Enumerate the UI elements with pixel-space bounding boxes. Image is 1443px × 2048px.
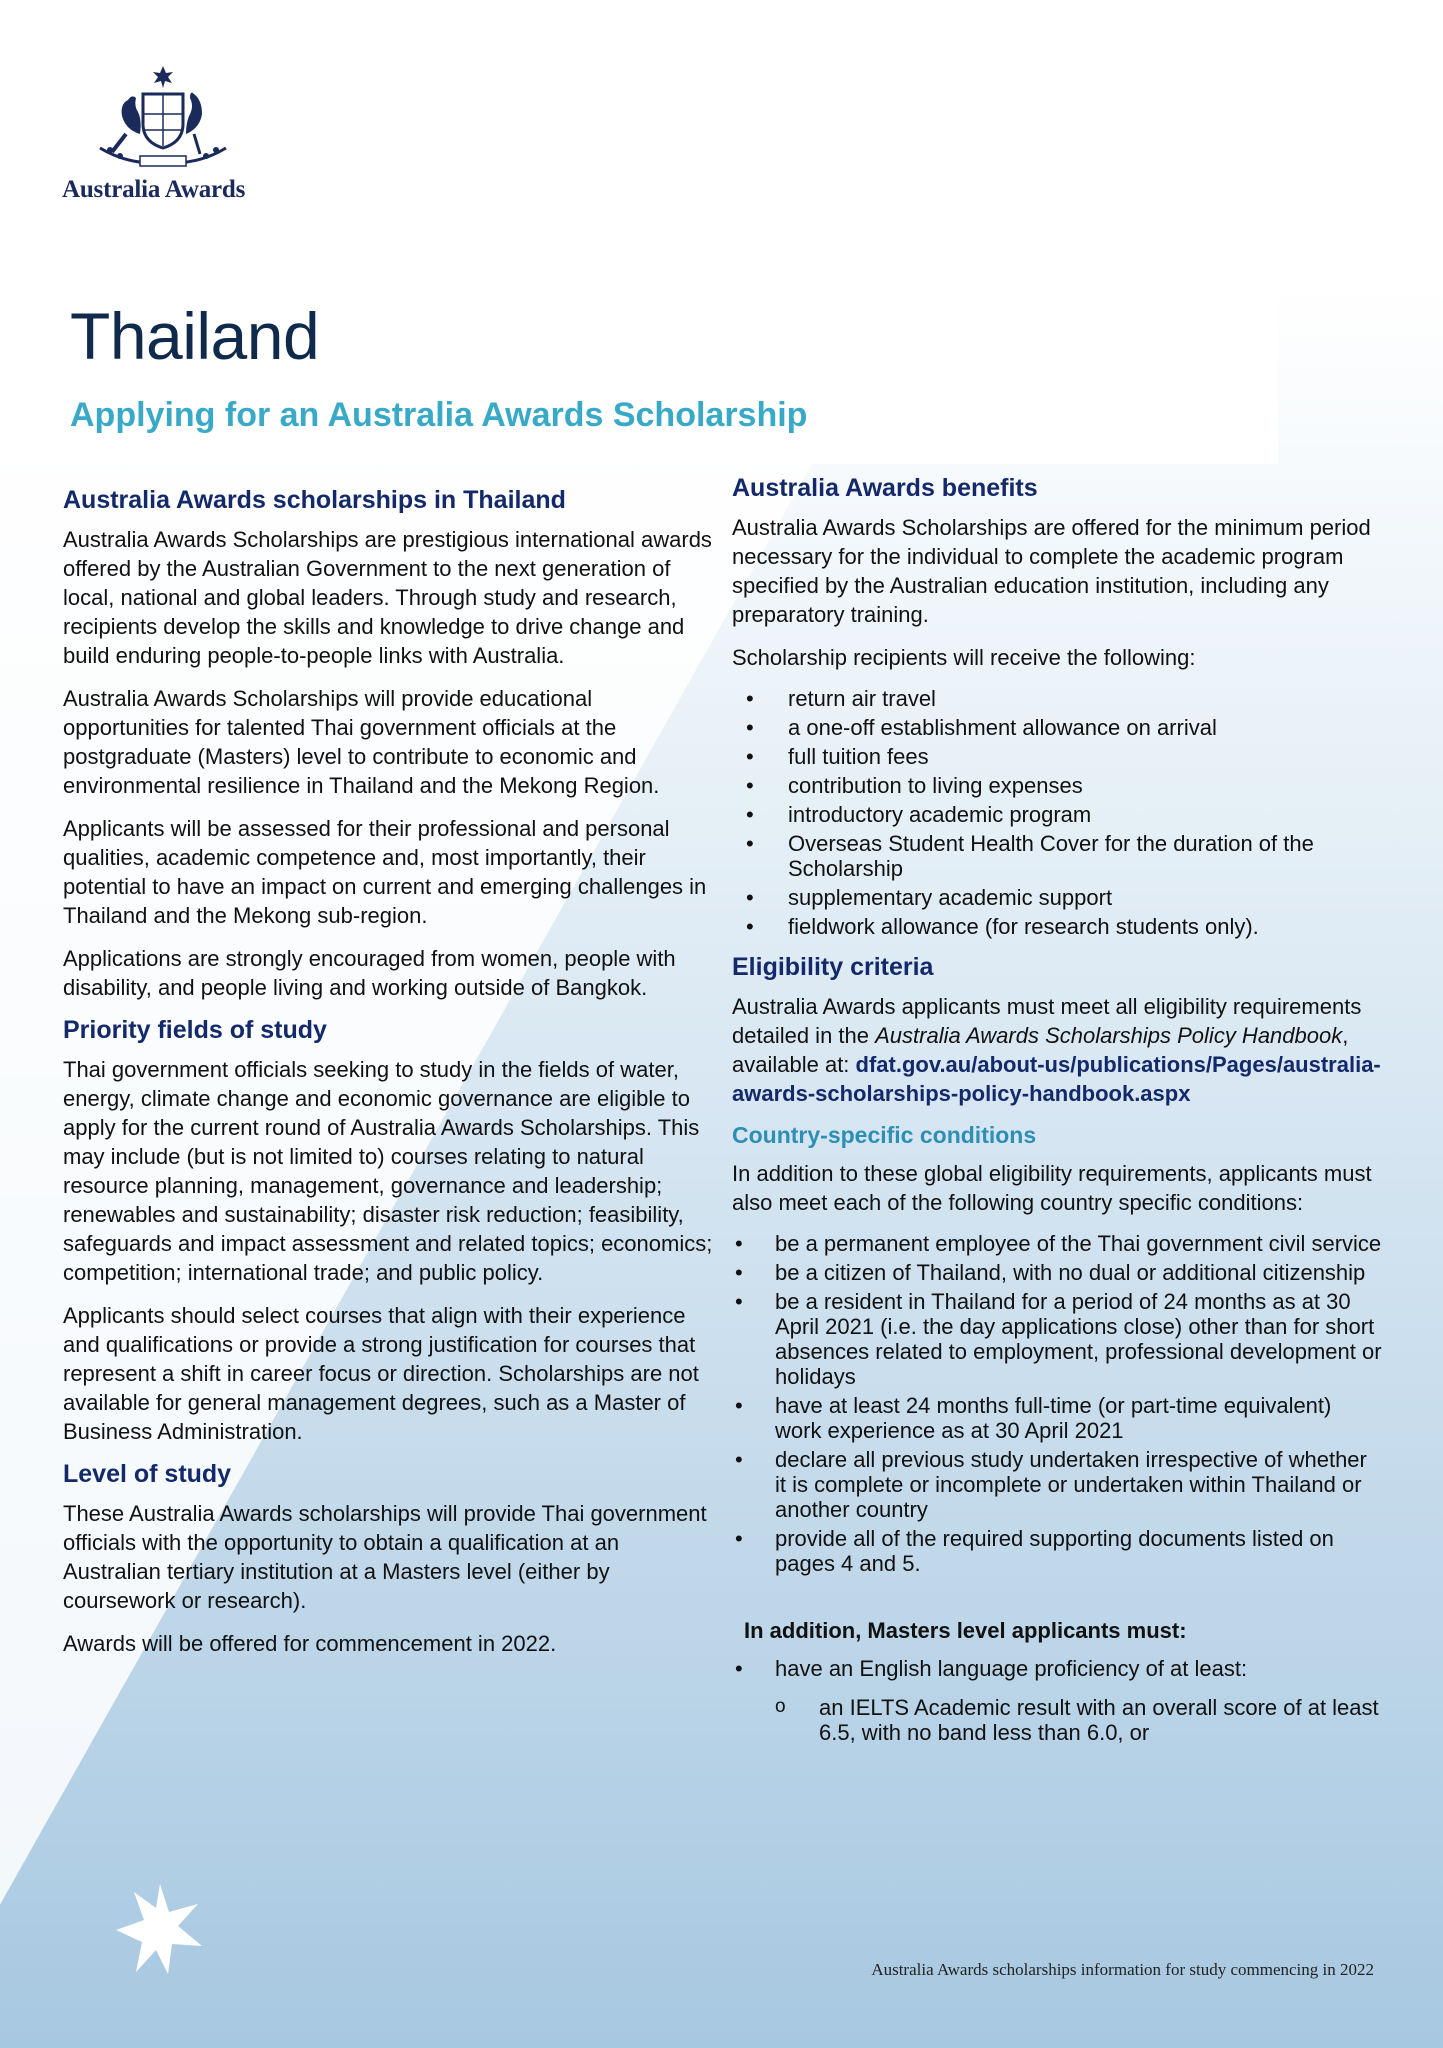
footer-text: Australia Awards scholarships information for study commencing in 2022 [871, 1960, 1374, 1979]
list-item: • have at least 24 months full-time (or part-time equivalent) work experience as at 30 April 2021 [732, 1393, 1382, 1443]
paragraph: Scholarship recipients will receive the following: [732, 645, 1196, 670]
handbook-link[interactable]: dfat.gov.au/about-us/publications/Pages/australia-awards-scholarships-policy-handbook.aspx [732, 1052, 1381, 1106]
conditions-list [732, 1231, 1382, 1576]
logo [62, 64, 262, 204]
handbook-title: Australia Awards Scholarships Policy Handbook [875, 1023, 1343, 1048]
left-column [63, 486, 713, 1672]
list-item [732, 1656, 1382, 1745]
paragraph: Australia Awards Scholarships are offered for the minimum period necessary for the individual to complete the academic program specified by the Australian education institution, including any preparatory training. [732, 515, 1371, 627]
list-item: • fieldwork allowance (for research students only). [732, 914, 1382, 939]
list-item: • provide all of the required supporting documents listed on pages 4 and 5. [732, 1526, 1382, 1576]
list-item: • Overseas Student Health Cover for the duration of the Scholarship [732, 831, 1382, 881]
sub-list-item: o an IELTS Academic result with an overall score of at least 6.5, with no band less than 6.0, or [775, 1695, 1382, 1745]
list-item-text: have an English language proficiency of at least: [775, 1656, 1248, 1681]
list-item: • be a resident in Thailand for a period of 24 months as at 30 April 2021 (i.e. the day applications close) other than for short absences related to employment, professional development or holidays [732, 1289, 1382, 1389]
section-heading-scholarships: Australia Awards scholarships in Thailand [63, 486, 566, 514]
text-run: Australia Awards applicants must meet all eligibility requirements detailed in the [732, 994, 1362, 1048]
section-heading-benefits: Australia Awards benefits [732, 474, 1038, 502]
paragraph: Awards will be offered for commencement in 2022. [63, 1631, 557, 1656]
list-item: • supplementary academic support [732, 885, 1382, 910]
paragraph: Applications are strongly encouraged from women, people with disability, and people living and working outside of Bangkok. [63, 946, 676, 1000]
white-star-icon [112, 1882, 208, 1978]
masters-heading: In addition, Masters level applicants must: [744, 1618, 1187, 1643]
list-item: • introductory academic program [732, 802, 1382, 827]
logo-text: Australia Awards [62, 176, 246, 203]
section-heading-eligibility: Eligibility criteria [732, 953, 934, 981]
subheading-country-conditions: Country-specific conditions [732, 1122, 1037, 1148]
page-subtitle: Applying for an Australia Awards Scholarship [70, 396, 808, 434]
list-item: • be a citizen of Thailand, with no dual or additional citizenship [732, 1260, 1382, 1285]
paragraph: Australia Awards Scholarships will provide educational opportunities for talented Thai government officials at the postgraduate (Masters) level to contribute to economic and environmental resilience in Thailand and the Mekong Region. [63, 686, 660, 798]
section-heading-priority-fields: Priority fields of study [63, 1016, 327, 1044]
text-run: , available at: [732, 1023, 1349, 1077]
paragraph: Australia Awards Scholarships are prestigious international awards offered by the Australian Government to the next generation of local, national and global leaders. Through study and research, recipients develop the skills and knowledge to drive change and build enduring people-to-people links with Australia. [63, 527, 712, 668]
list-item: • full tuition fees [732, 744, 1382, 769]
paragraph-eligibility [732, 992, 1382, 1108]
list-item: • a one-off establishment allowance on arrival [732, 715, 1382, 740]
page-title: Thailand [70, 299, 320, 373]
paragraph: Applicants should select courses that align with their experience and qualifications or provide a strong justification for courses that represent a shift in career focus or direction. Scholarships are not available for general management degrees, such as a Master of Business Administration. [63, 1303, 699, 1444]
list-item: • be a permanent employee of the Thai government civil service [732, 1231, 1382, 1256]
paragraph: These Australia Awards scholarships will provide Thai government officials with the opportunity to obtain a qualification at an Australian tertiary institution at a Masters level (either by coursework or research). [63, 1501, 707, 1613]
list-item: • contribution to living expenses [732, 773, 1382, 798]
masters-list [732, 1656, 1382, 1745]
paragraph: Applicants will be assessed for their professional and personal qualities, academic competence and, most importantly, their potential to have an impact on current and emerging challenges in Thailand and the Mekong sub-region. [63, 816, 707, 928]
right-column [732, 474, 1382, 1759]
list-item: • return air travel [732, 686, 1382, 711]
benefits-list [732, 686, 1382, 939]
masters-sub-list [775, 1695, 1382, 1745]
paragraph: Thai government officials seeking to study in the fields of water, energy, climate change and economic governance are eligible to apply for the current round of Australia Awards Scholarships. This may include (but is not limited to) courses relating to natural resource planning, management, governance and leadership; renewables and sustainability; disaster risk reduction; feasibility, safeguards and impact assessment and related topics; economics; competition; international trade; and public policy. [63, 1057, 713, 1285]
coat-of-arms-icon [90, 64, 236, 172]
list-item: • declare all previous study undertaken irrespective of whether it is complete or incomplete or undertaken within Thailand or another country [732, 1447, 1382, 1522]
paragraph: In addition to these global eligibility requirements, applicants must also meet each of the following country specific conditions: [732, 1161, 1372, 1215]
section-heading-level-of-study: Level of study [63, 1460, 232, 1488]
